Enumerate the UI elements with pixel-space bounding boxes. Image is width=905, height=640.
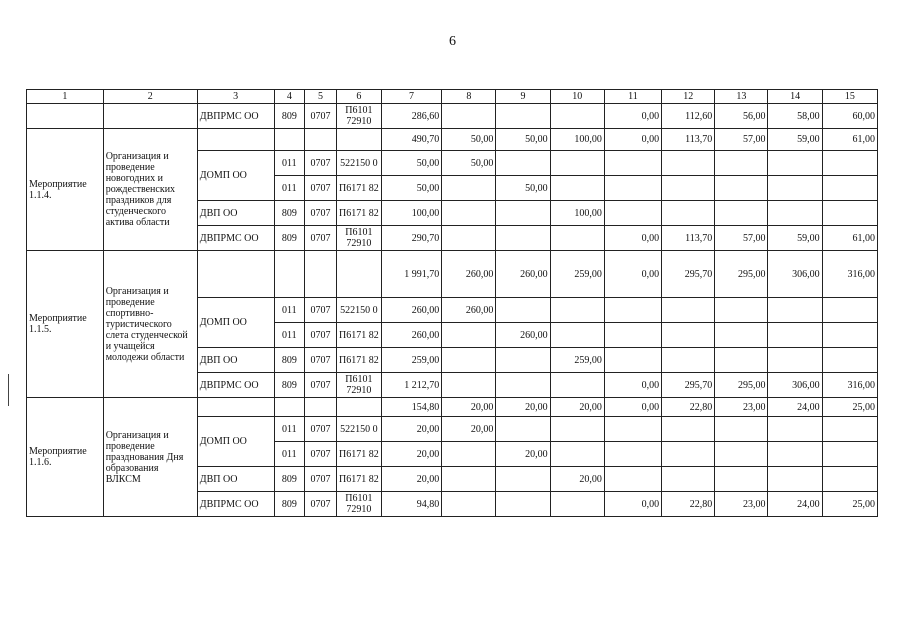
- table-cell: [715, 201, 768, 226]
- table-cell: 0707: [305, 467, 337, 492]
- table-cell: 20,00: [442, 398, 496, 417]
- table-cell: 295,00: [715, 373, 768, 398]
- table-cell: [496, 492, 550, 517]
- table-cell: [305, 251, 337, 298]
- table-cell: 316,00: [822, 373, 877, 398]
- table-row: [27, 129, 878, 151]
- table-cell: [550, 226, 604, 251]
- table-cell: 20,00: [381, 467, 441, 492]
- column-header: 3: [197, 90, 274, 104]
- table-cell: 25,00: [822, 492, 877, 517]
- table-cell: 20,00: [381, 442, 441, 467]
- table-cell: [550, 373, 604, 398]
- table-row: [27, 251, 878, 298]
- table-cell: [305, 129, 337, 151]
- table-row: [27, 398, 878, 417]
- table-cell: 490,70: [381, 129, 441, 151]
- table-cell: 011: [274, 151, 305, 176]
- table-cell: [768, 417, 822, 442]
- table-cell: [550, 492, 604, 517]
- table-cell: [662, 298, 715, 323]
- table-cell: 260,00: [381, 323, 441, 348]
- table-cell: 50,00: [442, 151, 496, 176]
- table-cell: [768, 176, 822, 201]
- table-cell: 50,00: [496, 176, 550, 201]
- table-cell: [604, 442, 661, 467]
- table-cell: 809: [274, 467, 305, 492]
- table-cell: 0,00: [604, 373, 661, 398]
- table-cell: 23,00: [715, 492, 768, 517]
- table-cell: [822, 323, 877, 348]
- table-cell: 316,00: [822, 251, 877, 298]
- table-cell: ДВПРМС ОО: [197, 226, 274, 251]
- column-header: 1: [27, 90, 104, 104]
- table-cell: [822, 176, 877, 201]
- table-cell: 259,00: [381, 348, 441, 373]
- activity-description: Организация и проведение спортивно-туристического слета студенческой и учащейся молодежи области: [103, 251, 197, 398]
- table-cell: 295,70: [662, 373, 715, 398]
- table-cell: 1 212,70: [381, 373, 441, 398]
- table-cell: ДВП ОО: [197, 348, 274, 373]
- table-cell: [442, 323, 496, 348]
- table-cell: 260,00: [496, 251, 550, 298]
- table-cell: [197, 129, 274, 151]
- table-cell: [604, 467, 661, 492]
- table-cell: ДОМП ОО: [197, 298, 274, 348]
- table-cell: [822, 201, 877, 226]
- table-cell: [442, 348, 496, 373]
- table-cell: 809: [274, 492, 305, 517]
- table-cell: 306,00: [768, 373, 822, 398]
- table-cell: ДВПРМС ОО: [197, 104, 274, 129]
- table-cell: [768, 298, 822, 323]
- table-cell: 809: [274, 373, 305, 398]
- table-cell: [768, 348, 822, 373]
- table-cell: 57,00: [715, 129, 768, 151]
- table-cell: [715, 298, 768, 323]
- table-cell: ДВП ОО: [197, 201, 274, 226]
- table-cell: 809: [274, 226, 305, 251]
- table-cell: [442, 442, 496, 467]
- table-cell: 100,00: [381, 201, 441, 226]
- table-cell: [662, 176, 715, 201]
- table-cell: П6171 82: [336, 201, 381, 226]
- table-cell: [715, 467, 768, 492]
- table-cell: 60,00: [822, 104, 877, 129]
- column-header: 13: [715, 90, 768, 104]
- table-cell: 22,80: [662, 492, 715, 517]
- table-cell: 306,00: [768, 251, 822, 298]
- table-cell: 56,00: [715, 104, 768, 129]
- table-cell: 0,00: [604, 398, 661, 417]
- table-cell: 24,00: [768, 398, 822, 417]
- table-cell: 100,00: [550, 129, 604, 151]
- table-cell: ДОМП ОО: [197, 151, 274, 201]
- table-cell: [550, 417, 604, 442]
- table-cell: 100,00: [550, 201, 604, 226]
- column-header: 7: [381, 90, 441, 104]
- table-cell: [822, 348, 877, 373]
- activity-name: Мероприятие 1.1.6.: [27, 398, 104, 517]
- table-cell: [604, 417, 661, 442]
- table-cell: [662, 323, 715, 348]
- table-cell: 50,00: [381, 151, 441, 176]
- table-cell: 295,70: [662, 251, 715, 298]
- header-row: [27, 90, 878, 104]
- column-header: 6: [336, 90, 381, 104]
- table-cell: 0707: [305, 417, 337, 442]
- table-cell: П6101 72910: [336, 373, 381, 398]
- table-cell: 290,70: [381, 226, 441, 251]
- table-cell: 61,00: [822, 129, 877, 151]
- table-cell: [822, 151, 877, 176]
- table-cell: 20,00: [381, 417, 441, 442]
- table-cell: 0707: [305, 201, 337, 226]
- table-cell: [496, 348, 550, 373]
- table-cell: [550, 104, 604, 129]
- column-header: 8: [442, 90, 496, 104]
- table-cell: 522150 0: [336, 151, 381, 176]
- table-cell: П6101 72910: [336, 104, 381, 129]
- column-header: 5: [305, 90, 337, 104]
- table-cell: П6171 82: [336, 442, 381, 467]
- table-cell: 0,00: [604, 129, 661, 151]
- table-cell: 0707: [305, 298, 337, 323]
- table-cell: [715, 442, 768, 467]
- table-cell: [715, 151, 768, 176]
- table-cell: 113,70: [662, 226, 715, 251]
- table-cell: [662, 151, 715, 176]
- table-cell: 011: [274, 323, 305, 348]
- table-cell: [604, 201, 661, 226]
- table-cell: 260,00: [496, 323, 550, 348]
- table-cell: [336, 398, 381, 417]
- table-cell: 57,00: [715, 226, 768, 251]
- column-header: 4: [274, 90, 305, 104]
- table-cell: [496, 373, 550, 398]
- table-cell: 0707: [305, 104, 337, 129]
- table-cell: 809: [274, 104, 305, 129]
- table-cell: [442, 373, 496, 398]
- table-cell: 522150 0: [336, 417, 381, 442]
- table-cell: [305, 398, 337, 417]
- table-cell: 50,00: [381, 176, 441, 201]
- table-cell: [336, 129, 381, 151]
- table-cell: [496, 417, 550, 442]
- table-cell: 522150 0: [336, 298, 381, 323]
- table-cell: [822, 467, 877, 492]
- table-cell: 011: [274, 298, 305, 323]
- table-cell: 260,00: [442, 298, 496, 323]
- table-cell: 011: [274, 176, 305, 201]
- column-header: 15: [822, 90, 877, 104]
- table-cell: [442, 492, 496, 517]
- table-cell: [662, 348, 715, 373]
- margin-mark: [8, 374, 9, 406]
- table-cell: 50,00: [496, 129, 550, 151]
- table-cell: 0707: [305, 348, 337, 373]
- table-cell: [27, 104, 104, 129]
- column-header: 14: [768, 90, 822, 104]
- table-cell: 61,00: [822, 226, 877, 251]
- table-cell: [550, 323, 604, 348]
- table-cell: [496, 151, 550, 176]
- table-cell: ДВПРМС ОО: [197, 373, 274, 398]
- table-cell: 011: [274, 417, 305, 442]
- table-cell: 0707: [305, 373, 337, 398]
- table-cell: ДОМП ОО: [197, 417, 274, 467]
- table-cell: [715, 348, 768, 373]
- table-cell: [768, 201, 822, 226]
- table-cell: 0707: [305, 492, 337, 517]
- table-cell: 94,80: [381, 492, 441, 517]
- table-cell: [604, 348, 661, 373]
- table-cell: 0707: [305, 442, 337, 467]
- table-cell: [197, 251, 274, 298]
- table-cell: [604, 151, 661, 176]
- table-cell: П6101 72910: [336, 492, 381, 517]
- table-cell: 286,60: [381, 104, 441, 129]
- table-cell: [496, 104, 550, 129]
- table-cell: [768, 442, 822, 467]
- table-cell: П6171 82: [336, 176, 381, 201]
- table-cell: [442, 201, 496, 226]
- table-cell: 295,00: [715, 251, 768, 298]
- column-header: 2: [103, 90, 197, 104]
- table-cell: [442, 226, 496, 251]
- table-cell: [768, 323, 822, 348]
- table-cell: [768, 467, 822, 492]
- table-cell: [662, 442, 715, 467]
- column-header: 10: [550, 90, 604, 104]
- table-cell: [442, 104, 496, 129]
- table-cell: [822, 298, 877, 323]
- table-cell: [715, 176, 768, 201]
- table-cell: П6101 72910: [336, 226, 381, 251]
- table-cell: 59,00: [768, 226, 822, 251]
- table-cell: [274, 251, 305, 298]
- table-cell: 24,00: [768, 492, 822, 517]
- table-cell: [662, 201, 715, 226]
- table-cell: [715, 323, 768, 348]
- table-cell: ДВПРМС ОО: [197, 492, 274, 517]
- table-cell: 259,00: [550, 348, 604, 373]
- table-cell: 259,00: [550, 251, 604, 298]
- table-cell: 113,70: [662, 129, 715, 151]
- table-cell: 1 991,70: [381, 251, 441, 298]
- table-cell: [496, 201, 550, 226]
- table-cell: [768, 151, 822, 176]
- table-cell: 20,00: [442, 417, 496, 442]
- table-cell: [604, 176, 661, 201]
- table-cell: [715, 417, 768, 442]
- table-cell: [496, 467, 550, 492]
- table-cell: П6171 82: [336, 348, 381, 373]
- table-cell: [442, 467, 496, 492]
- table-cell: 0,00: [604, 492, 661, 517]
- table-cell: 50,00: [442, 129, 496, 151]
- table-cell: [550, 298, 604, 323]
- table-cell: 0,00: [604, 226, 661, 251]
- table-cell: 0707: [305, 151, 337, 176]
- column-header: 12: [662, 90, 715, 104]
- table-cell: 809: [274, 201, 305, 226]
- table-cell: [336, 251, 381, 298]
- table-cell: ДВП ОО: [197, 467, 274, 492]
- table-cell: 011: [274, 442, 305, 467]
- activity-description: Организация и проведение празднования Дня образования ВЛКСМ: [103, 398, 197, 517]
- table-cell: 809: [274, 348, 305, 373]
- table-cell: 260,00: [381, 298, 441, 323]
- table-cell: [822, 442, 877, 467]
- table-cell: [822, 417, 877, 442]
- table-cell: [442, 176, 496, 201]
- table-cell: 0,00: [604, 251, 661, 298]
- table-cell: 0,00: [604, 104, 661, 129]
- table-cell: [496, 298, 550, 323]
- table-cell: [662, 467, 715, 492]
- column-header: 11: [604, 90, 661, 104]
- table-cell: П6171 82: [336, 467, 381, 492]
- table-cell: 25,00: [822, 398, 877, 417]
- column-header: 9: [496, 90, 550, 104]
- table-cell: 20,00: [496, 398, 550, 417]
- table-cell: [662, 417, 715, 442]
- activity-name: Мероприятие 1.1.5.: [27, 251, 104, 398]
- table-cell: 20,00: [550, 398, 604, 417]
- page-number: 6: [449, 34, 456, 49]
- table-cell: [604, 323, 661, 348]
- table-cell: 154,80: [381, 398, 441, 417]
- activity-name: Мероприятие 1.1.4.: [27, 129, 104, 251]
- table-cell: 0707: [305, 226, 337, 251]
- table-cell: 20,00: [550, 467, 604, 492]
- budget-table: [26, 89, 878, 517]
- table-row: [27, 104, 878, 129]
- activity-description: Организация и проведение новогодних и рождественских праздников для студенческого актива области: [103, 129, 197, 251]
- table-cell: 23,00: [715, 398, 768, 417]
- table-cell: 58,00: [768, 104, 822, 129]
- table-cell: [550, 442, 604, 467]
- table-cell: П6171 82: [336, 323, 381, 348]
- table-cell: [274, 129, 305, 151]
- table-cell: 260,00: [442, 251, 496, 298]
- table-cell: [496, 226, 550, 251]
- table-cell: [550, 151, 604, 176]
- table-cell: 0707: [305, 176, 337, 201]
- table-cell: 22,80: [662, 398, 715, 417]
- table-cell: 59,00: [768, 129, 822, 151]
- table-cell: [274, 398, 305, 417]
- table-cell: [103, 104, 197, 129]
- table-cell: 0707: [305, 323, 337, 348]
- table-cell: [550, 176, 604, 201]
- table-cell: [604, 298, 661, 323]
- table-cell: [197, 398, 274, 417]
- table-cell: 112,60: [662, 104, 715, 129]
- table-cell: 20,00: [496, 442, 550, 467]
